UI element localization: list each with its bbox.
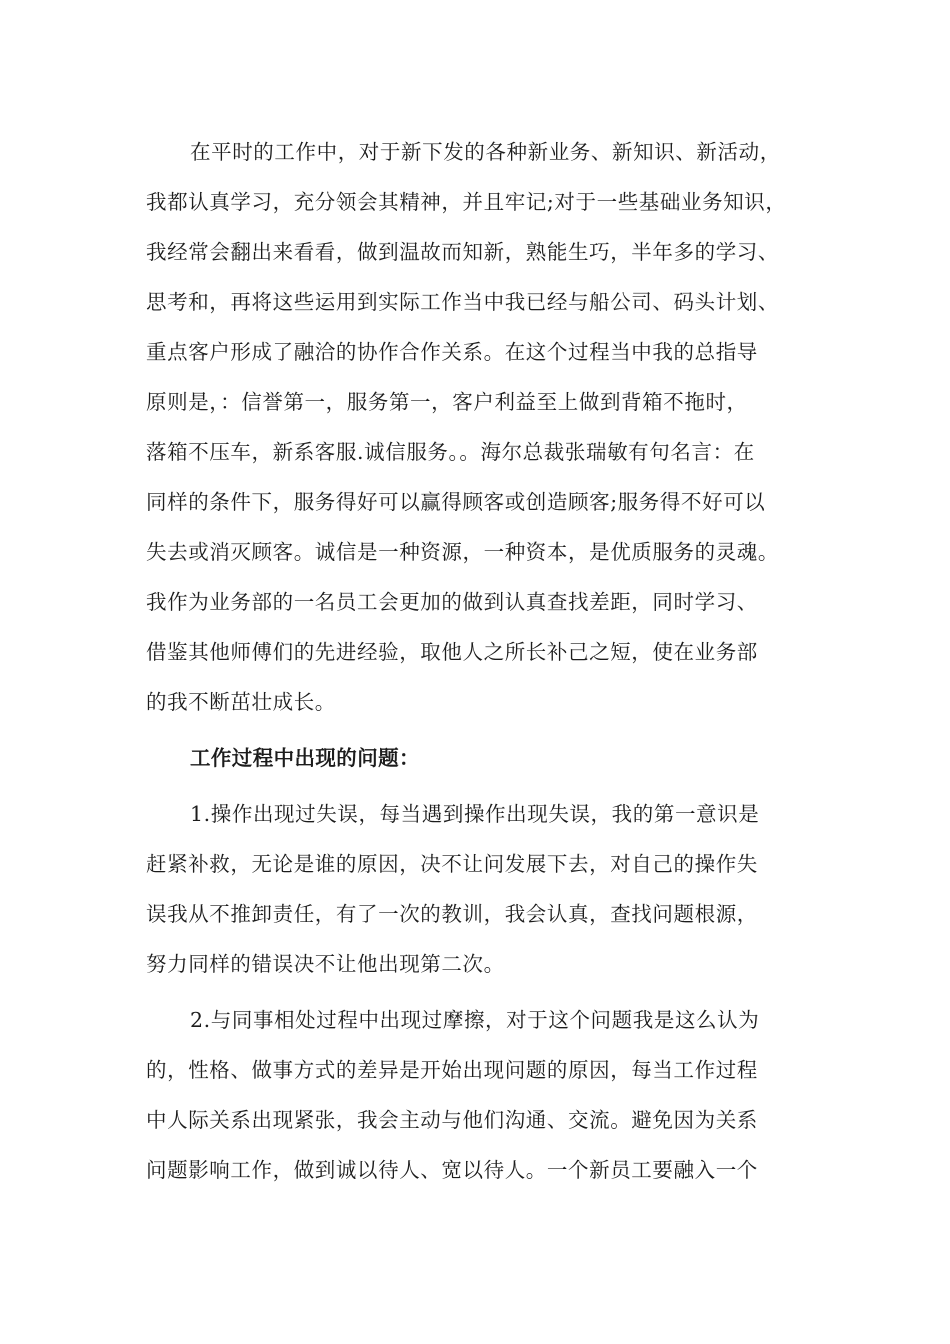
paragraph-2-line-4: 努力同样的错误决不让他出现第二次。 [146,952,505,976]
paragraph-1-line-10: 我作为业务部的一名员工会更加的做到认真查找差距，同时学习、 [146,590,758,614]
paragraph-1-line-4: 思考和，再将这些运用到实际工作当中我已经与船公司、码头计划、 [146,290,779,314]
paragraph-1-line-3: 我经常会翻出来看看，做到温故而知新，熟能生巧，半年多的学习、 [146,240,779,264]
paragraph-1-line-8: 同样的条件下，服务得好可以赢得顾客或创造顾客;服务得不好可以 [146,490,766,514]
paragraph-1-line-12: 的我不断茁壮成长。 [146,690,336,714]
paragraph-3-line-2: 的，性格、做事方式的差异是开始出现问题的原因，每当工作过程 [146,1058,758,1082]
paragraph-1-line-7: 落箱不压车，新系客服.诚信服务。。海尔总裁张瑞敏有句名言：在 [146,440,755,464]
paragraph-3-line-3: 中人际关系出现紧张，我会主动与他们沟通、交流。避免因为关系 [146,1108,758,1132]
paragraph-1-line-9: 失去或消灭顾客。诚信是一种资源，一种资本，是优质服务的灵魂。 [146,540,779,564]
paragraph-1-line-6: 原则是，：信誉第一，服务第一，客户利益至上做到背箱不拖时， [146,390,748,414]
paragraph-3-line-1: 2.与同事相处过程中出现过摩擦，对于这个问题我是这么认为 [190,1008,760,1032]
paragraph-2-line-1: 1.操作出现过失误，每当遇到操作出现失误，我的第一意识是 [190,802,760,826]
paragraph-1-line-11: 借鉴其他师傅们的先进经验，取他人之所长补己之短，使在业务部 [146,640,758,664]
paragraph-1-line-5: 重点客户形成了融洽的协作合作关系。在这个过程当中我的总指导 [146,340,758,364]
paragraph-2-line-3: 误我从不推卸责任，有了一次的教训，我会认真，查找问题根源， [146,902,758,926]
section-heading: 工作过程中出现的问题： [190,746,420,770]
paragraph-3-line-4: 问题影响工作，做到诚以待人、宽以待人。一个新员工要融入一个 [146,1158,758,1182]
paragraph-2-line-2: 赶紧补救，无论是谁的原因，决不让问发展下去，对自己的操作失 [146,852,758,876]
paragraph-1-line-2: 我都认真学习，充分领会其精神，并且牢记;对于一些基础业务知识， [146,190,787,214]
paragraph-1-line-1: 在平时的工作中，对于新下发的各种新业务、新知识、新活动， [190,140,781,164]
